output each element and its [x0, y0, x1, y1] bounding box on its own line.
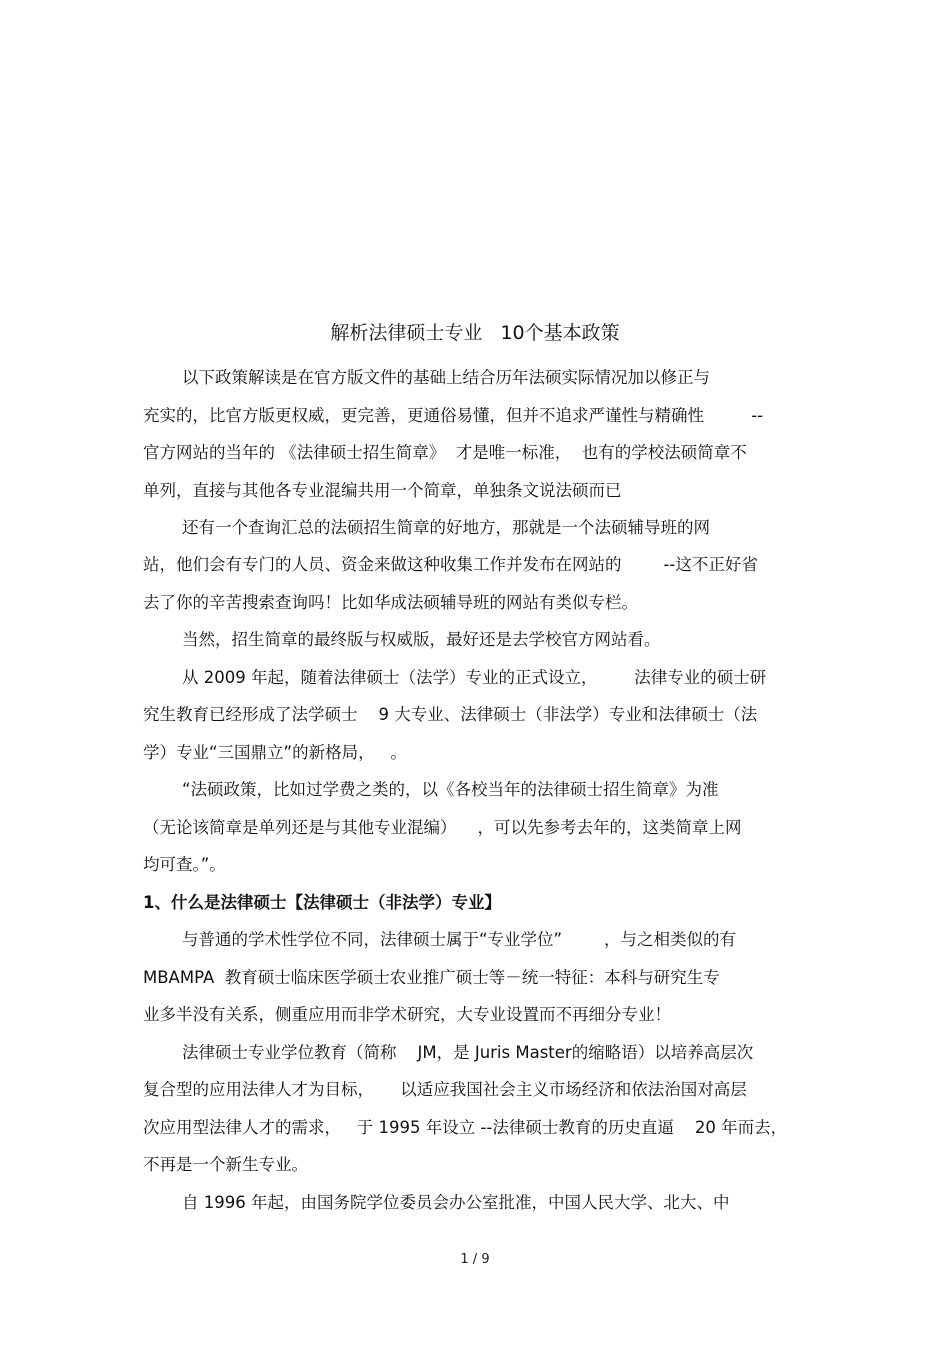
paragraph-line: 法律硕士专业学位教育（简称 JM，是 Juris Master的缩略语）以培养高层次	[182, 1043, 754, 1062]
section-heading: 1、什么是法律硕士【法律硕士（非法学）专业】	[143, 893, 501, 912]
paragraph-line: “法硕政策，比如过学费之类的，以《各校当年的法律硕士招生简章》为准	[182, 780, 719, 799]
paragraph-line: 学）专业“三国鼎立”的新格局， 。	[143, 743, 407, 762]
paragraph-line: 单列，直接与其他各专业混编共用一个简章，单独条文说法硕而已	[143, 481, 622, 500]
paragraph-line: 业多半没有关系，侧重应用而非学术研究，大专业设置而不再细分专业！	[143, 1005, 671, 1024]
paragraph-line: 不再是一个新生专业。	[143, 1155, 308, 1174]
paragraph-line: 均可查。”。	[143, 855, 226, 874]
paragraph-line: 从 2009 年起，随着法律硕士（法学）专业的正式设立， 法律专业的硕士研	[182, 668, 767, 687]
paragraph-line: （无论该简章是单列还是与其他专业混编） ，可以先参考去年的，这类简章上网	[143, 818, 742, 837]
paragraph-line: 自 1996 年起，由国务院学位委员会办公室批准，中国人民大学、北大、中	[182, 1193, 730, 1212]
paragraph-line: MBAMPA 教育硕士临床医学硕士农业推广硕士等－统一特征：本科与研究生专	[143, 968, 720, 987]
paragraph-line: 当然，招生简章的最终版与权威版，最好还是去学校官方网站看。	[182, 630, 661, 649]
paragraph-line: 充实的，比官方版更权威，更完善，更通俗易懂，但并不追求严谨性与精确性 --	[143, 406, 764, 425]
paragraph-line: 去了你的辛苦搜索查询吗！比如华成法硕辅导班的网站有类似专栏。	[143, 593, 638, 612]
paragraph-line: 究生教育已经形成了法学硕士 9 大专业、法律硕士（非法学）专业和法律硕士（法	[143, 705, 758, 724]
paragraph-line: 与普通的学术性学位不同，法律硕士属于“专业学位” ，与之相类似的有	[182, 930, 737, 949]
document-title: 解析法律硕士专业 10个基本政策	[330, 322, 620, 344]
paragraph-line: 还有一个查询汇总的法硕招生简章的好地方，那就是一个法硕辅导班的网	[182, 518, 710, 537]
paragraph-line: 以下政策解读是在官方版文件的基础上结合历年法硕实际情况加以修正与	[182, 368, 710, 387]
page-number: 1 / 9	[460, 1252, 490, 1267]
paragraph-line: 站，他们会有专门的人员、资金来做这种收集工作并发布在网站的 --这不正好省	[143, 555, 758, 574]
paragraph-line: 复合型的应用法律人才为目标， 以适应我国社会主义市场经济和依法治国对高层	[143, 1080, 747, 1099]
paragraph-line: 次应用型法律人才的需求， 于 1995 年设立 --法律硕士教育的历史直逼 20 年而去，	[143, 1118, 788, 1137]
paragraph-line: 官方网站的当年的 《法律硕士招生简章》 才是唯一标准， 也有的学校法硕简章不	[143, 443, 747, 462]
